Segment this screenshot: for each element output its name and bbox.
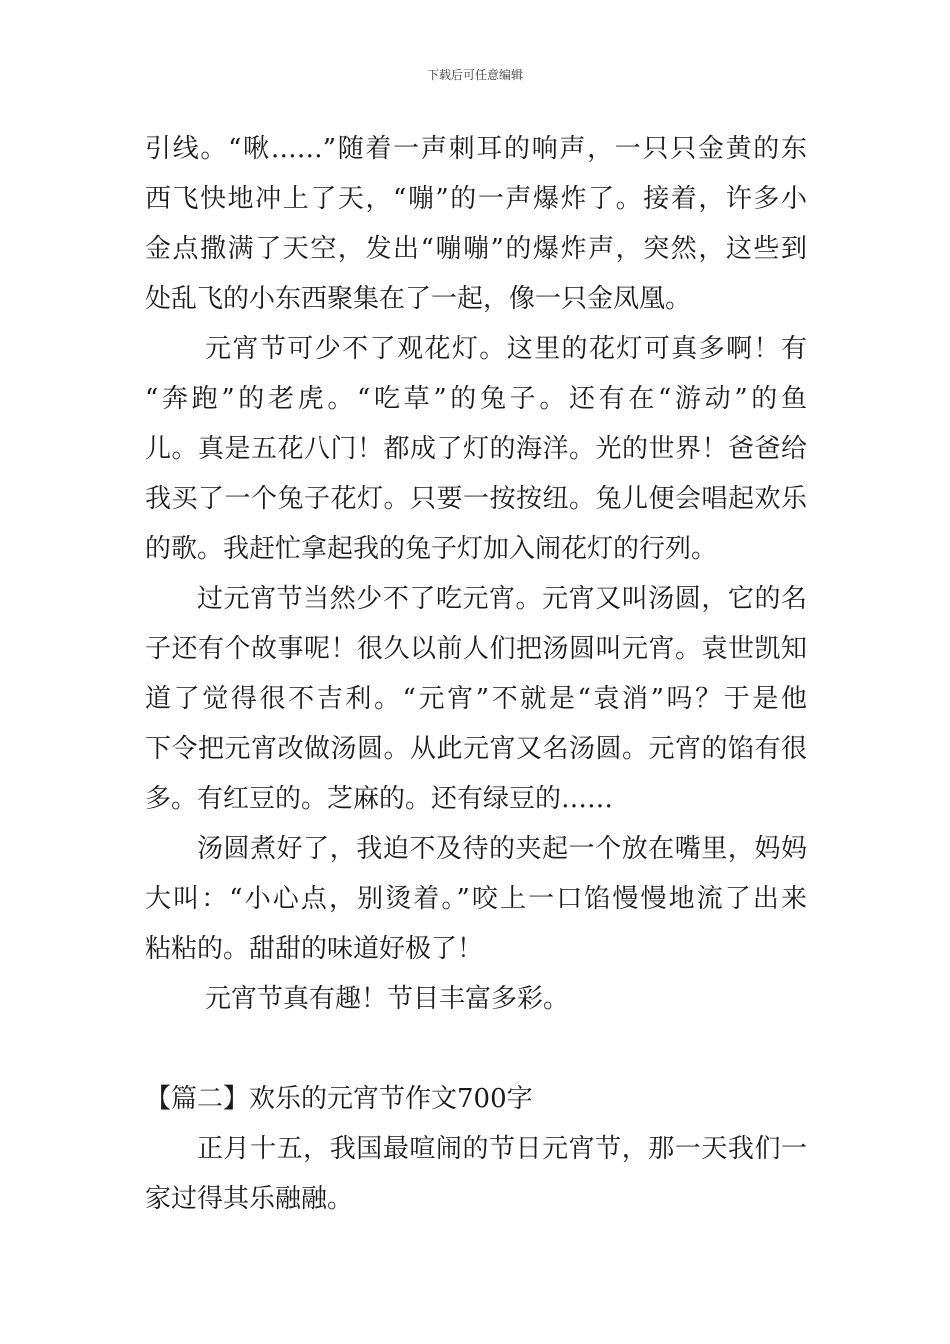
text-line: 元宵节可少不了观花灯。这里的花灯可真多啊！有 (205, 334, 807, 364)
text-line: 道了觉得很不吉利。“元宵”不就是“袁消”吗？于是他 (145, 684, 807, 714)
text-line: 金点撒满了天空，发出“嘣嘣”的爆炸声，突然，这些到 (145, 234, 807, 264)
text-line: 下令把元宵改做汤圆。从此元宵又名汤圆。元宵的馅有很 (145, 734, 807, 764)
document-body (145, 124, 807, 1224)
text-line: 儿。真是五花八门！都成了灯的海洋。光的世界！爸爸给 (145, 434, 807, 464)
text-line: 过元宵节当然少不了吃元宵。元宵又叫汤圆，它的名 (197, 584, 807, 614)
section-heading: 【篇二】欢乐的元宵节作文700字 (145, 1084, 533, 1114)
text-line: 粘粘的。甜甜的味道好极了！ (145, 934, 484, 964)
paragraph-4 (145, 824, 807, 974)
text-line: 子还有个故事呢！很久以前人们把汤圆叫元宵。袁世凯知 (145, 634, 807, 664)
text-line: 引线。“啾……”随着一声刺耳的响声，一只只金黄的东 (145, 134, 807, 164)
text-line: 家过得其乐融融。 (145, 1184, 354, 1214)
text-line: “奔跑”的老虎。“吃草”的兔子。还有在“游动”的鱼 (145, 384, 807, 414)
text-line: 正月十五，我国最喧闹的节日元宵节，那一天我们一 (197, 1134, 807, 1164)
paragraph-1 (145, 124, 807, 324)
text-line: 处乱飞的小东西聚集在了一起，像一只金凤凰。 (145, 284, 692, 314)
text-line: 多。有红豆的。芝麻的。还有绿豆的…… (145, 784, 614, 814)
text-line: 的歌。我赶忙拿起我的兔子灯加入闹花灯的行列。 (145, 534, 718, 564)
page-header-note: 下载后可任意编辑 (426, 68, 523, 82)
blank-line (145, 1024, 807, 1074)
text-line: 汤圆煮好了，我迫不及待的夹起一个放在嘴里，妈妈 (197, 834, 807, 864)
text-line: 西飞快地冲上了天，“嘣”的一声爆炸了。接着，许多小 (145, 184, 807, 214)
text-line: 大叫：“小心点，别烫着。”咬上一口馅慢慢地流了出来 (145, 884, 807, 914)
paragraph-5 (145, 974, 807, 1024)
text-line: 元宵节真有趣！节目丰富多彩。 (205, 984, 570, 1014)
paragraph-2 (145, 324, 807, 574)
paragraph-3 (145, 574, 807, 824)
text-line: 我买了一个兔子花灯。只要一按按纽。兔儿便会唱起欢乐 (145, 484, 807, 514)
section-2 (145, 1074, 807, 1224)
